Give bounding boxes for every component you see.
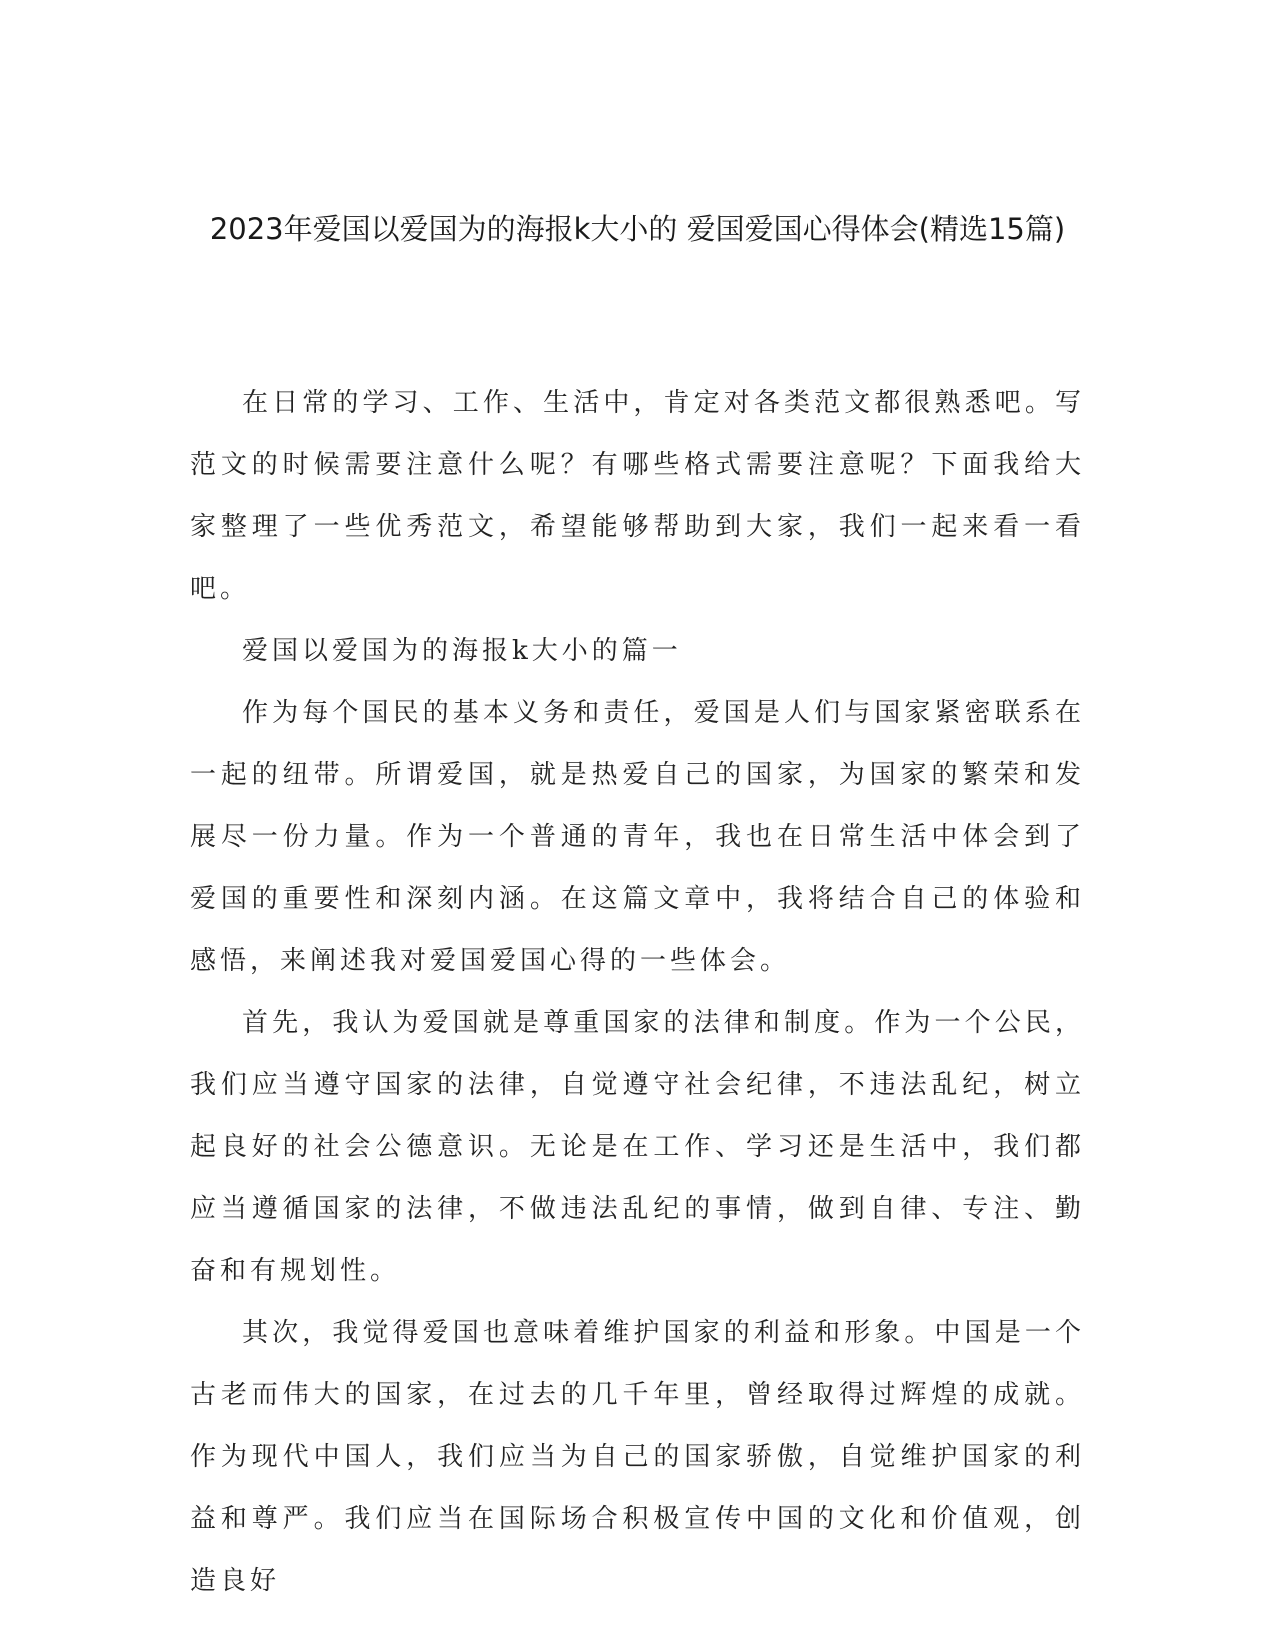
paragraph-3: 其次，我觉得爱国也意味着维护国家的利益和形象。中国是一个古老而伟大的国家，在过去的几千年里，曾经取得过辉煌的成就。作为现代中国人，我们应当为自己的国家骄傲，自觉维护国家的利益和尊严。我们应当在国际场合积极宣传中国的文化和价值观，创造良好 (190, 1318, 1085, 1596)
paragraph-intro: 在日常的学习、工作、生活中，肯定对各类范文都很熟悉吧。写范文的时候需要注意什么呢？有哪些格式需要注意呢？下面我给大家整理了一些优秀范文，希望能够帮助到大家，我们一起来看一看吧。 (190, 388, 1085, 604)
document-body (190, 372, 1085, 1612)
section-heading: 爱国以爱国为的海报k大小的篇一 (242, 636, 682, 666)
paragraph-1: 作为每个国民的基本义务和责任，爱国是人们与国家紧密联系在一起的纽带。所谓爱国，就是热爱自己的国家，为国家的繁荣和发展尽一份力量。作为一个普通的青年，我也在日常生活中体会到了爱国的重要性和深刻内涵。在这篇文章中，我将结合自己的体验和感悟，来阐述我对爱国爱国心得的一些体会。 (190, 698, 1085, 976)
paragraph-2: 首先，我认为爱国就是尊重国家的法律和制度。作为一个公民，我们应当遵守国家的法律，自觉遵守社会纪律，不违法乱纪，树立起良好的社会公德意识。无论是在工作、学习还是生活中，我们都应当遵循国家的法律，不做违法乱纪的事情，做到自律、专注、勤奋和有规划性。 (190, 1008, 1085, 1286)
document-title: 2023年爱国以爱国为的海报k大小的 爱国爱国心得体会(精选15篇) (209, 212, 1066, 246)
